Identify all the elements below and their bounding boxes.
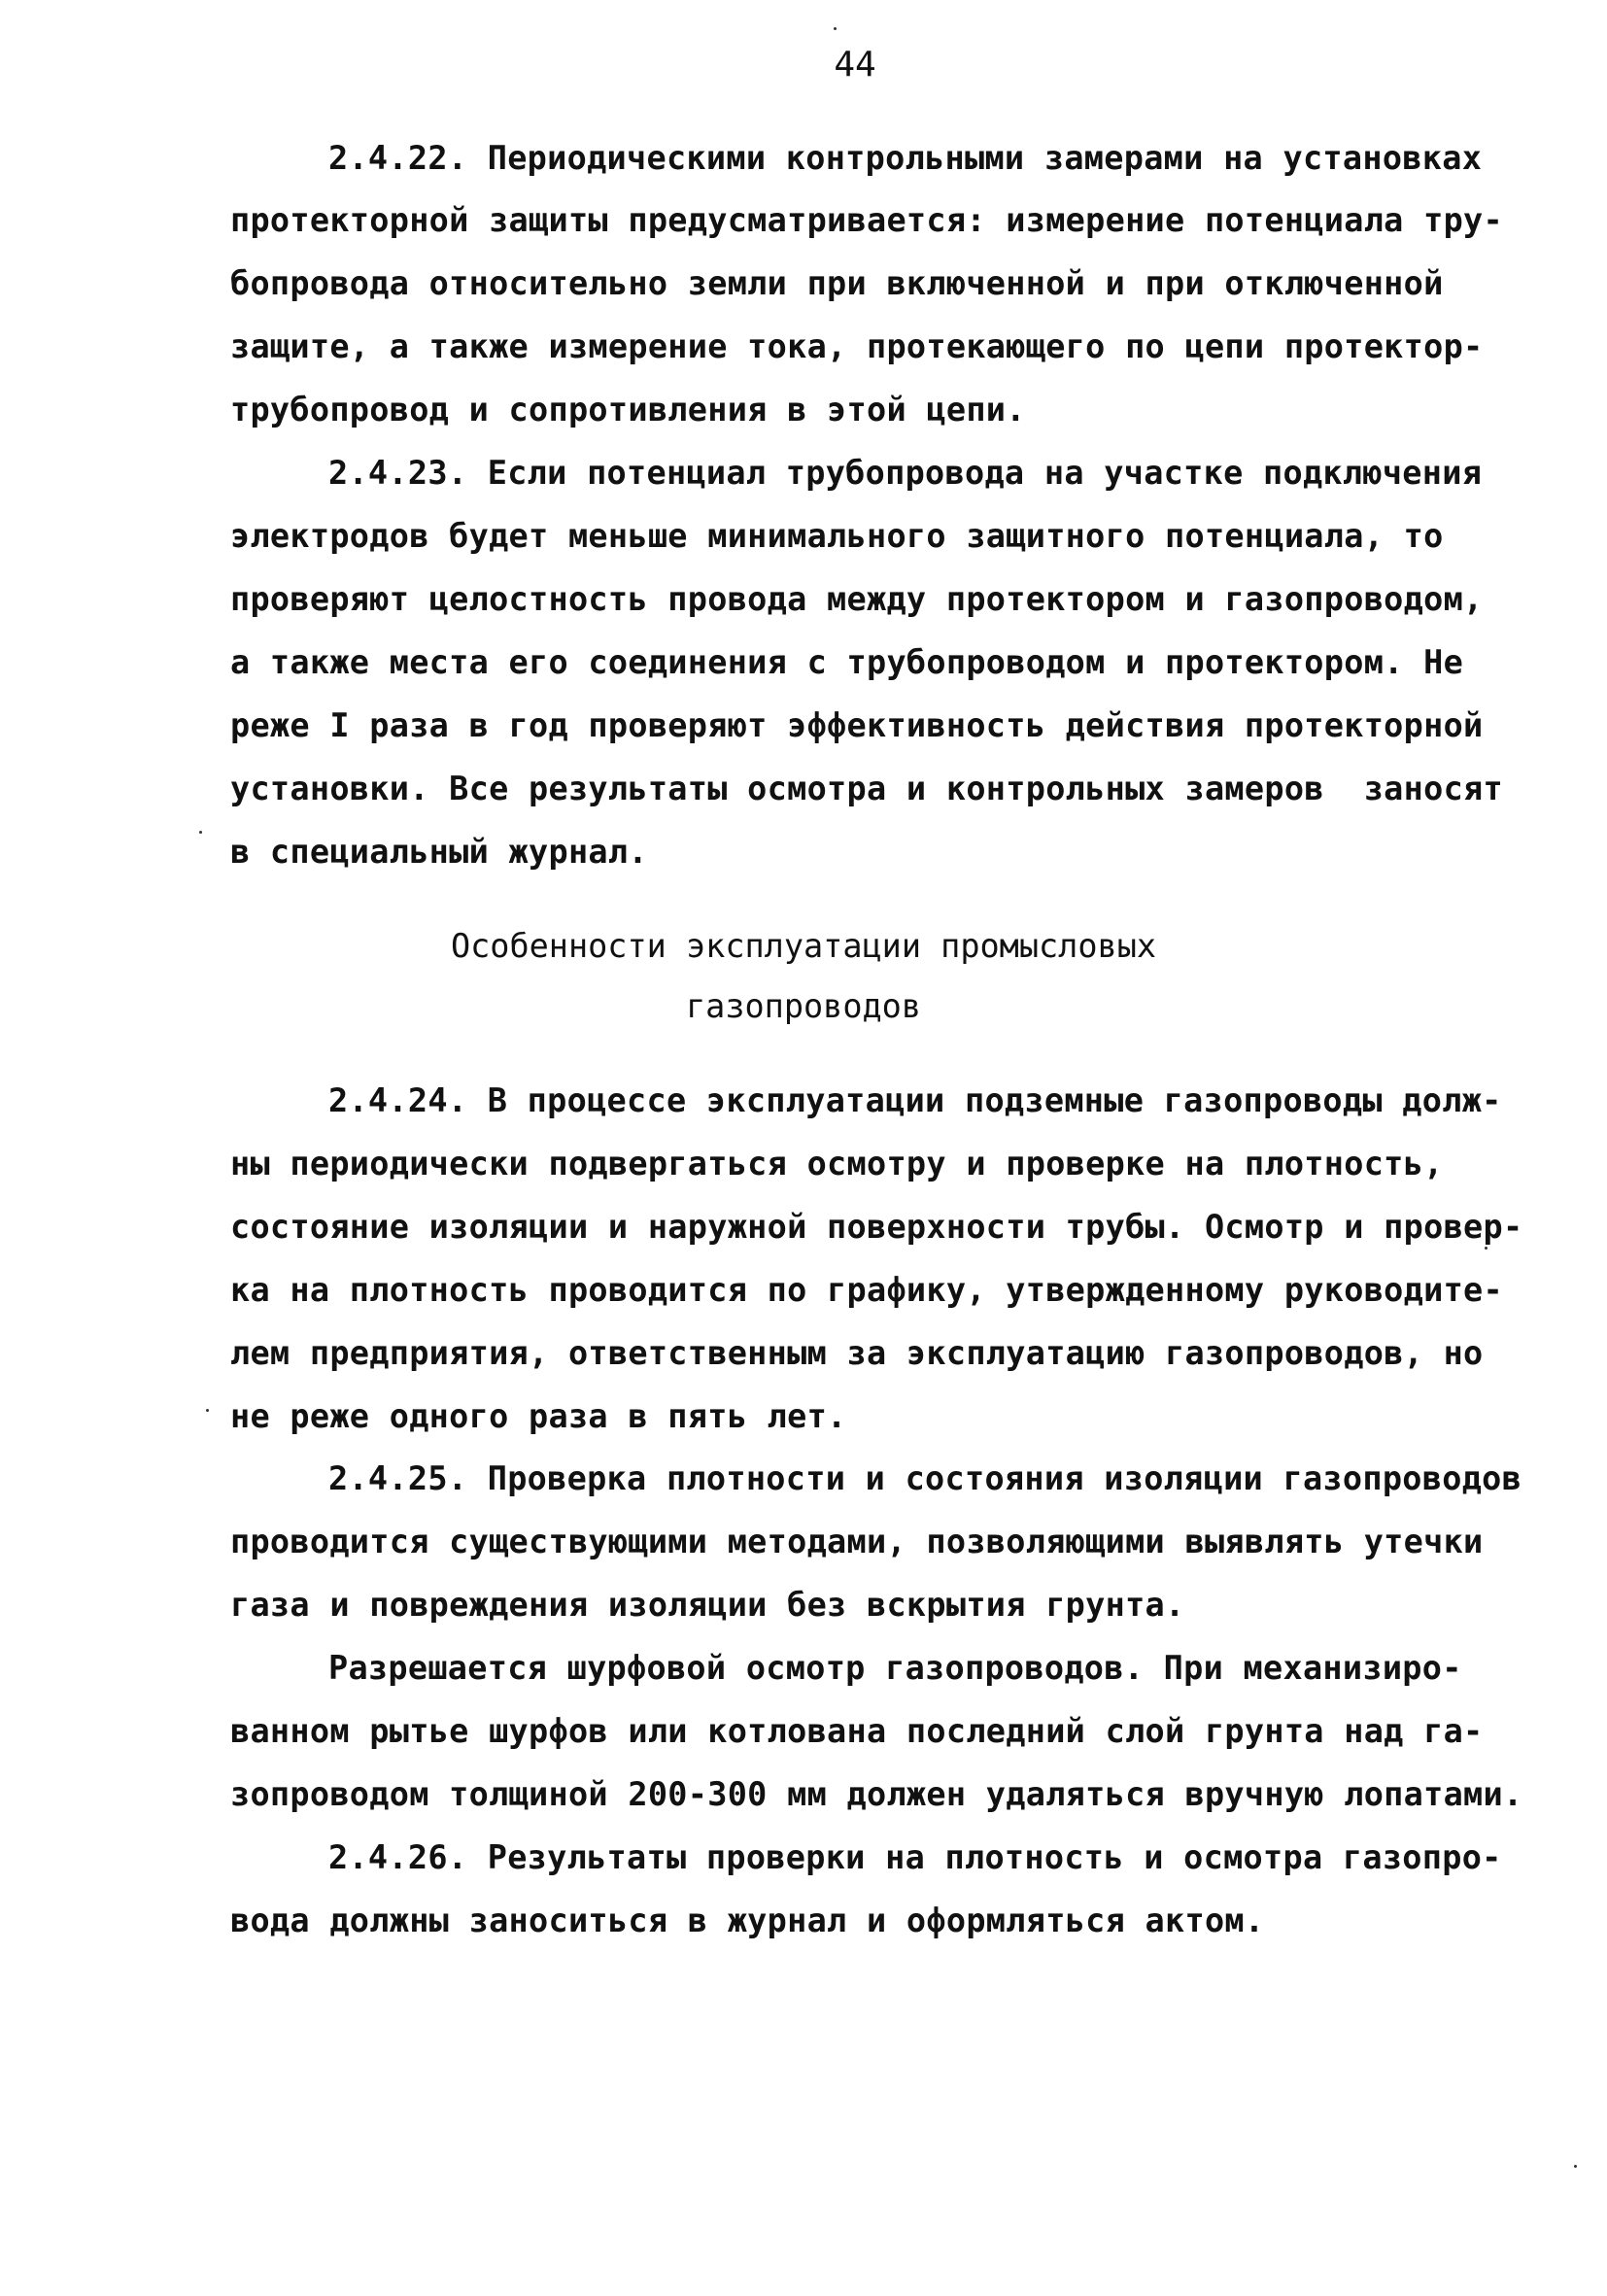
text-line: в специальный журнал. bbox=[230, 833, 648, 871]
text-line: вода должны заноситься в журнал и оформляться актом. bbox=[230, 1902, 1265, 1939]
page-number: 44 bbox=[834, 45, 876, 85]
text-line: зопроводом толщиной 200-300 мм должен удаляться вручную лопатами. bbox=[230, 1775, 1523, 1813]
text-line: ны периодически подвергаться осмотру и проверке на плотность, bbox=[230, 1145, 1444, 1182]
section-heading-line-2: газопроводов bbox=[685, 987, 922, 1025]
text-line: установки. Все результаты осмотра и контрольных замеров заносят bbox=[230, 770, 1503, 807]
text-line: 2.4.26. Результаты проверки на плотность и осмотра газопро- bbox=[328, 1838, 1502, 1876]
text-line: состояние изоляции и наружной поверхности трубы. Осмотр и провер- bbox=[230, 1208, 1523, 1246]
text-line: 2.4.22. Периодическими контрольными замерами на установках bbox=[328, 139, 1483, 177]
text-line: проводится существующими методами, позволяющими выявлять утечки bbox=[230, 1523, 1484, 1560]
text-line: а также места его соединения с трубопроводом и протектором. Не bbox=[230, 643, 1464, 681]
scan-speck bbox=[206, 1409, 209, 1412]
text-line: Разрешается шурфовой осмотр газопроводов. При механизиро- bbox=[328, 1649, 1462, 1687]
text-line: 2.4.23. Если потенциал трубопровода на участке подключения bbox=[328, 454, 1483, 492]
text-line: протекторной защиты предусматривается: измерение потенциала тру- bbox=[230, 201, 1503, 239]
scan-speck bbox=[1485, 1247, 1487, 1250]
text-line: реже I раза в год проверяют эффективность действия протекторной bbox=[230, 706, 1484, 744]
text-line: проверяют целостность провода между протектором и газопроводом, bbox=[230, 580, 1484, 618]
text-line: 2.4.24. В процессе эксплуатации подземные газопроводы долж- bbox=[328, 1081, 1502, 1119]
scan-speck bbox=[834, 27, 837, 30]
text-line: не реже одного раза в пять лет. bbox=[230, 1397, 847, 1435]
text-line: трубопровод и сопротивления в этой цепи. bbox=[230, 391, 1026, 428]
text-line: защите, а также измерение тока, протекающего по цепи протектор- bbox=[230, 327, 1484, 365]
text-line: ванном рытье шурфов или котлована последний слой грунта над га- bbox=[230, 1712, 1484, 1750]
text-line: 2.4.25. Проверка плотности и состояния изоляции газопроводов bbox=[328, 1459, 1522, 1497]
text-line: ка на плотность проводится по графику, утвержденному руководите- bbox=[230, 1271, 1503, 1309]
text-line: лем предприятия, ответственным за эксплуатацию газопроводов, но bbox=[230, 1334, 1484, 1372]
text-line: электродов будет меньше минимального защитного потенциала, то bbox=[230, 517, 1444, 555]
text-line: бопровода относительно земли при включенной и при отключенной bbox=[230, 264, 1444, 302]
scan-speck bbox=[1574, 2165, 1577, 2168]
scan-speck bbox=[199, 831, 202, 834]
text-line: газа и повреждения изоляции без вскрытия грунта. bbox=[230, 1586, 1185, 1624]
section-heading-line-1: Особенности эксплуатации промысловых bbox=[450, 927, 1157, 965]
